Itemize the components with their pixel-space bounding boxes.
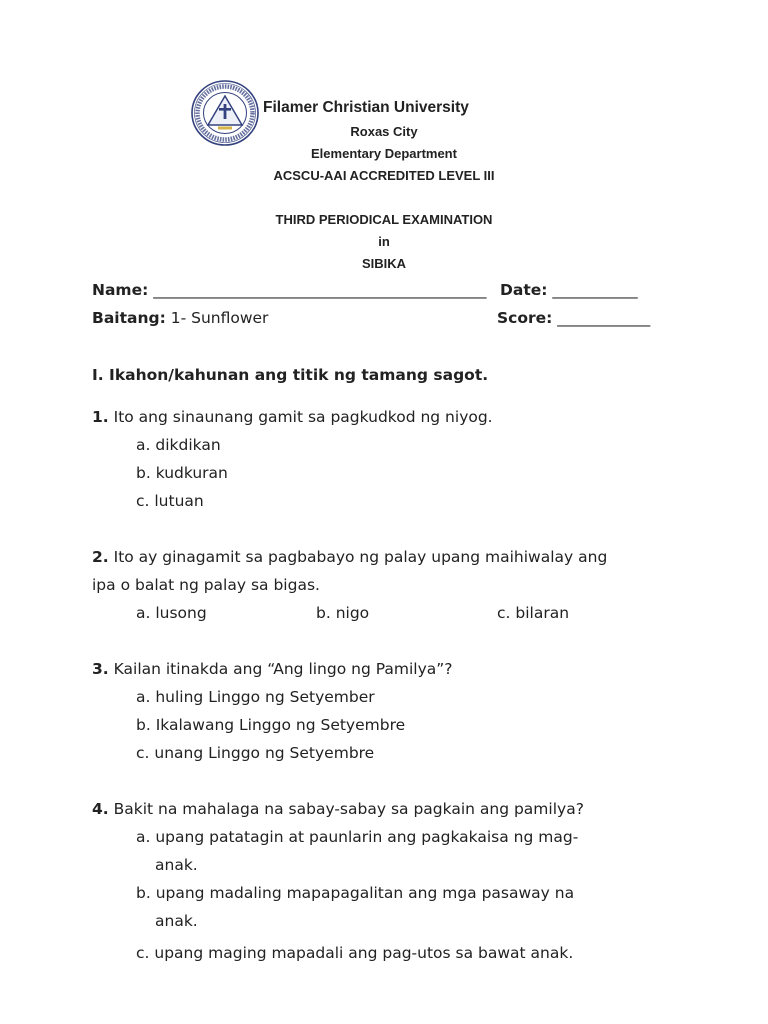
department-name: Elementary Department [311,146,457,161]
question-number: 1. [92,408,109,426]
question-2-text-cont: ipa o balat ng palay sa bigas. [92,576,320,594]
score-label: Score: [497,309,553,327]
question-text: Ito ang sinaunang gamit sa pagkudkod ng niyog. [113,408,493,426]
university-name: Filamer Christian University [263,99,469,116]
name-blank: ___________________________________________ [153,281,487,299]
choice-2c: c. bilaran [497,604,570,622]
choice-1a: a. dikdikan [136,436,221,454]
question-number: 2. [92,548,109,566]
question-2 [92,547,607,567]
name-field [92,280,486,300]
score-blank: ____________ [557,309,651,327]
choice-1b: b. kudkuran [136,464,228,482]
choice-2b: b. nigo [316,604,370,622]
grade-field [92,308,268,328]
choice-4a: a. upang patatagin at paunlarin ang pagkakaisa ng mag- [136,828,579,846]
question-text: Kailan itinakda ang “Ang lingo ng Pamilya”? [113,660,453,678]
question-1 [92,407,493,427]
accreditation-level: ACSCU-AAI ACCREDITED LEVEL III [273,168,495,183]
grade-value: 1- Sunflower [170,309,269,327]
question-4 [92,799,584,819]
choice-4a-cont: anak. [155,856,198,874]
exam-in: in [378,234,390,249]
question-number: 4. [92,800,109,818]
date-field [500,280,638,300]
question-text: Bakit na mahalaga na sabay-sabay sa pagkain ang pamilya? [113,800,584,818]
choice-4b: b. upang madaling mapapagalitan ang mga pasaway na [136,884,575,902]
choice-4c: c. upang maging mapadali ang pag-utos sa bawat anak. [136,944,574,962]
university-city: Roxas City [350,124,418,139]
choice-2a: a. lusong [136,604,207,622]
exam-subject: SIBIKA [361,256,407,271]
choice-3a: a. huling Linggo ng Setyember [136,688,375,706]
choice-3b: b. Ikalawang Linggo ng Setyembre [136,716,406,734]
choice-1c: c. lutuan [136,492,204,510]
instructions: I. Ikahon/kahunan ang titik ng tamang sagot. [92,366,489,384]
score-field [497,308,650,328]
question-text: Ito ay ginagamit sa pagbabayo ng palay upang maihiwalay ang [113,548,608,566]
grade-label: Baitang: [92,309,166,327]
date-blank: ___________ [552,281,638,299]
choice-4b-cont: anak. [155,912,198,930]
date-label: Date: [500,281,548,299]
question-number: 3. [92,660,109,678]
question-3 [92,659,453,679]
name-label: Name: [92,281,149,299]
choice-3c: c. unang Linggo ng Setyembre [136,744,375,762]
exam-title: THIRD PERIODICAL EXAMINATION [275,212,493,227]
